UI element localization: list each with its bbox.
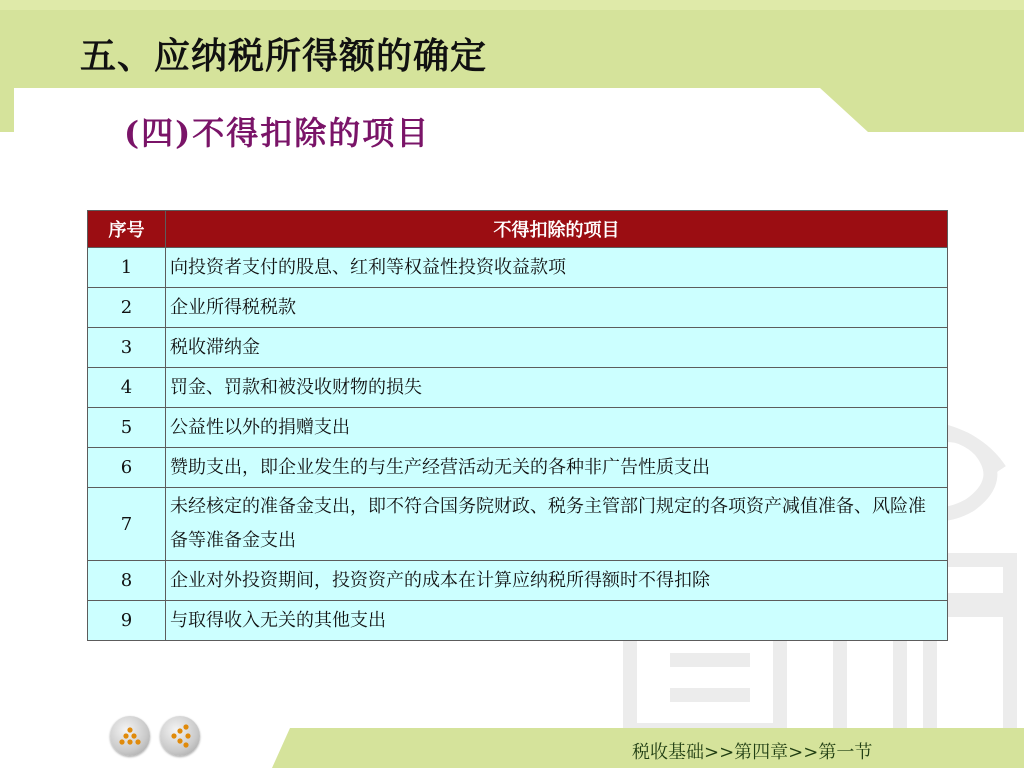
row-number: 2: [88, 288, 166, 328]
row-number: 5: [88, 408, 166, 448]
table-row: [88, 448, 948, 488]
row-item: 向投资者支付的股息、红利等权益性投资收益款项: [166, 248, 948, 288]
row-number: 1: [88, 248, 166, 288]
next-slide-button[interactable]: [160, 716, 200, 756]
row-item: 公益性以外的捐赠支出: [166, 408, 948, 448]
row-item: 企业所得税税款: [166, 288, 948, 328]
non-deductible-items-table: [87, 210, 948, 641]
dots-arrow-icon: [160, 716, 200, 756]
table-row: [88, 288, 948, 328]
dots-triangle-icon: [110, 716, 150, 756]
row-number: 9: [88, 601, 166, 641]
table-row: [88, 328, 948, 368]
table-header-row: [88, 211, 948, 248]
row-item: 税收滞纳金: [166, 328, 948, 368]
row-number: 3: [88, 328, 166, 368]
table-row: [88, 561, 948, 601]
table-row: [88, 248, 948, 288]
slide-subtitle: (四)不得扣除的项目: [124, 114, 431, 152]
row-item: 与取得收入无关的其他支出: [166, 601, 948, 641]
row-number: 7: [88, 488, 166, 561]
table-row: [88, 368, 948, 408]
row-number: 4: [88, 368, 166, 408]
slide-title: 五、应纳税所得额的确定: [80, 36, 488, 77]
row-number: 6: [88, 448, 166, 488]
row-item: 企业对外投资期间，投资资产的成本在计算应纳税所得额时不得扣除: [166, 561, 948, 601]
header-item: 不得扣除的项目: [166, 211, 948, 248]
row-number: 8: [88, 561, 166, 601]
footer-breadcrumb: 税收基础>>第四章>>第一节: [632, 742, 873, 763]
prev-slide-button[interactable]: [110, 716, 150, 756]
header-no: 序号: [88, 211, 166, 248]
table-row: [88, 601, 948, 641]
table-row: [88, 408, 948, 448]
row-item: 罚金、罚款和被没收财物的损失: [166, 368, 948, 408]
table-row: [88, 488, 948, 561]
row-item: 未经核定的准备金支出，即不符合国务院财政、税务主管部门规定的各项资产减值准备、风险准备等准备金支出: [166, 488, 948, 561]
row-item: 赞助支出，即企业发生的与生产经营活动无关的各种非广告性质支出: [166, 448, 948, 488]
